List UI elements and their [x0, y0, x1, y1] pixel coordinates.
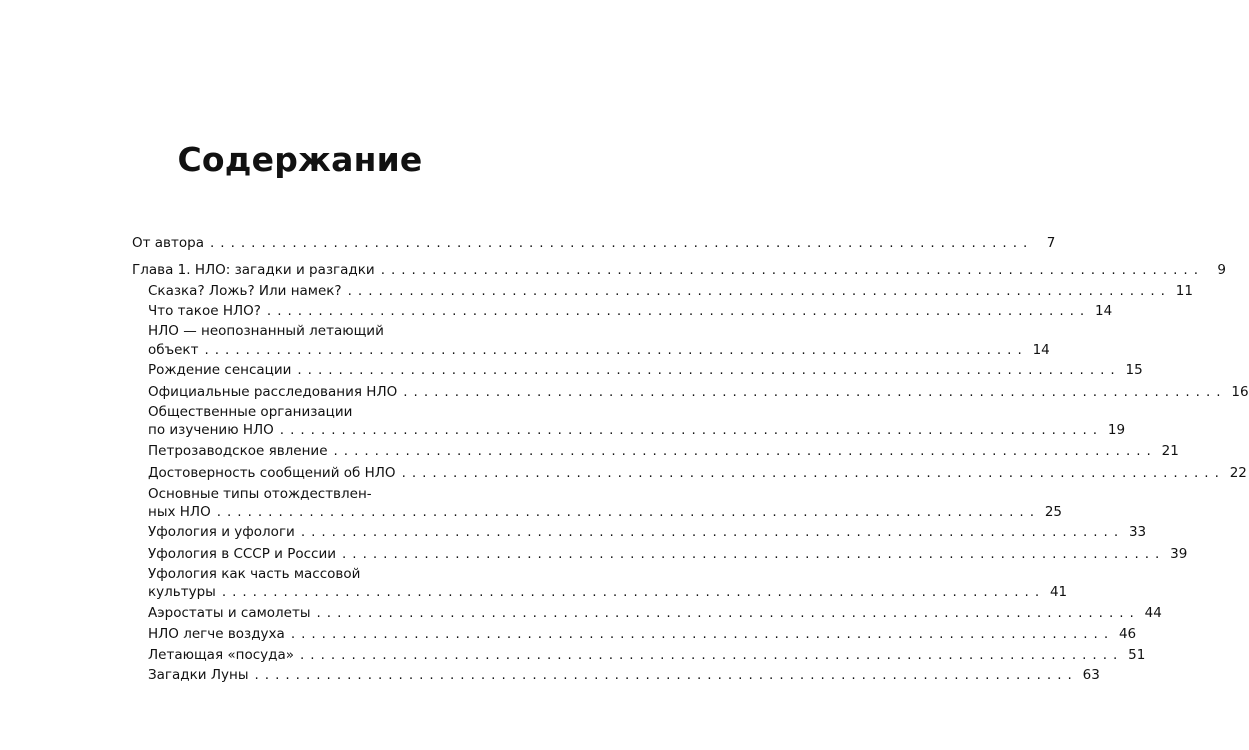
- toc-page-number: 15: [1125, 362, 1143, 378]
- toc-entry: [148, 281, 1193, 301]
- toc-entry: [148, 624, 1137, 644]
- toc-page-number: 7: [1046, 235, 1056, 251]
- toc-leader-dots: ................................................................................: [266, 303, 1091, 319]
- toc-page-number: 25: [1044, 504, 1063, 520]
- toc-entry-title: От автора: [132, 235, 204, 251]
- toc-page-number: 22: [1229, 465, 1247, 481]
- toc-leader-dots: ................................................................................: [300, 524, 1125, 540]
- toc-entry: [132, 233, 1056, 253]
- toc-leader-dots: ................................................................................: [204, 342, 1028, 358]
- toc-entry: [148, 564, 468, 584]
- toc-entry: [148, 544, 1188, 564]
- toc-entry: [148, 522, 1147, 542]
- toc-page-number: 19: [1107, 422, 1126, 438]
- toc-entry-title: объект: [148, 342, 199, 358]
- toc-leader-dots: ................................................................................: [333, 443, 1157, 459]
- toc-entry: [148, 301, 1113, 321]
- toc-leader-dots: ................................................................................: [279, 422, 1104, 438]
- toc-leader-dots: ................................................................................: [290, 626, 1115, 642]
- toc-leader-dots: ................................................................................: [221, 584, 1046, 600]
- toc-entry: [148, 603, 1162, 623]
- toc-entry-title: Рождение сенсации: [148, 362, 292, 378]
- toc-entry-title: НЛО легче воздуха: [148, 626, 285, 642]
- toc-entry-title: Общественные организации: [148, 404, 353, 420]
- toc-entry: [148, 382, 1249, 402]
- toc-entry-title: Уфология в СССР и России: [148, 546, 337, 562]
- toc-entry-title: Основные типы отождествлен-: [148, 486, 372, 502]
- toc-page-number: 39: [1170, 546, 1188, 562]
- toc-entry: [148, 441, 1179, 461]
- toc-leader-dots: ................................................................................: [316, 605, 1140, 621]
- toc-page-number: 9: [1217, 262, 1226, 278]
- toc-entry-title: Официальные расследования НЛО: [148, 384, 398, 400]
- toc-leader-dots: ................................................................................: [347, 283, 1171, 299]
- toc-page-number: 21: [1161, 443, 1179, 459]
- toc-page-number: 41: [1049, 584, 1068, 600]
- toc-page-number: 46: [1118, 626, 1137, 642]
- toc-page-number: 44: [1144, 605, 1162, 621]
- toc-entry-title: Достоверность сообщений об НЛО: [148, 465, 396, 481]
- toc-leader-dots: ................................................................................: [254, 667, 1078, 683]
- toc-entry: [148, 420, 1126, 440]
- toc-leader-dots: ................................................................................: [401, 465, 1225, 481]
- toc-entry: [132, 260, 1226, 280]
- toc-page-number: 11: [1175, 283, 1193, 299]
- toc-entry-title: Уфология и уфологи: [148, 524, 295, 540]
- toc-entry: [148, 321, 468, 341]
- toc-entry-title: культуры: [148, 584, 216, 600]
- toc-entry: [148, 582, 1068, 602]
- toc-page-number: 63: [1082, 667, 1100, 683]
- toc-entry: [148, 463, 1247, 483]
- toc-entry-title: Глава 1. НЛО: загадки и разгадки: [132, 262, 375, 278]
- toc-leader-dots: ................................................................................: [216, 504, 1041, 520]
- toc-leader-dots: ................................................................................: [342, 546, 1166, 562]
- toc-page-number: 33: [1128, 524, 1147, 540]
- toc-leader-dots: ................................................................................: [380, 262, 1204, 278]
- page-title: Содержание: [177, 140, 423, 179]
- toc-entry-title: Сказка? Ложь? Или намек?: [148, 283, 342, 299]
- toc-page-number: 14: [1032, 342, 1050, 358]
- toc-leader-dots: ................................................................................: [299, 647, 1124, 663]
- toc-entry: [148, 360, 1143, 380]
- toc-entry-title: Загадки Луны: [148, 667, 249, 683]
- toc-entry: [148, 484, 468, 504]
- toc-page-number: 51: [1128, 647, 1146, 663]
- toc-entry-title: Уфология как часть массовой: [148, 566, 361, 582]
- toc-entry-title: Летающая «посуда»: [148, 647, 294, 663]
- toc-entry-title: Аэростаты и самолеты: [148, 605, 311, 621]
- toc-entry-title: Что такое НЛО?: [148, 303, 261, 319]
- toc-leader-dots: ................................................................................: [403, 384, 1227, 400]
- toc-entry-title: Петрозаводское явление: [148, 443, 328, 459]
- toc-entry: [148, 340, 1050, 360]
- toc-entry-title: по изучению НЛО: [148, 422, 274, 438]
- toc-entry-title: ных НЛО: [148, 504, 211, 520]
- toc-page-number: 14: [1095, 303, 1113, 319]
- toc-entry: [148, 502, 1063, 522]
- toc-leader-dots: ................................................................................: [297, 362, 1121, 378]
- toc-page-number: 16: [1231, 384, 1249, 400]
- toc-entry: [148, 645, 1146, 665]
- toc-entry-title: НЛО — неопознанный летающий: [148, 323, 384, 339]
- toc-leader-dots: ................................................................................: [209, 235, 1034, 251]
- toc-entry: [148, 665, 1100, 685]
- toc-entry: [148, 402, 468, 422]
